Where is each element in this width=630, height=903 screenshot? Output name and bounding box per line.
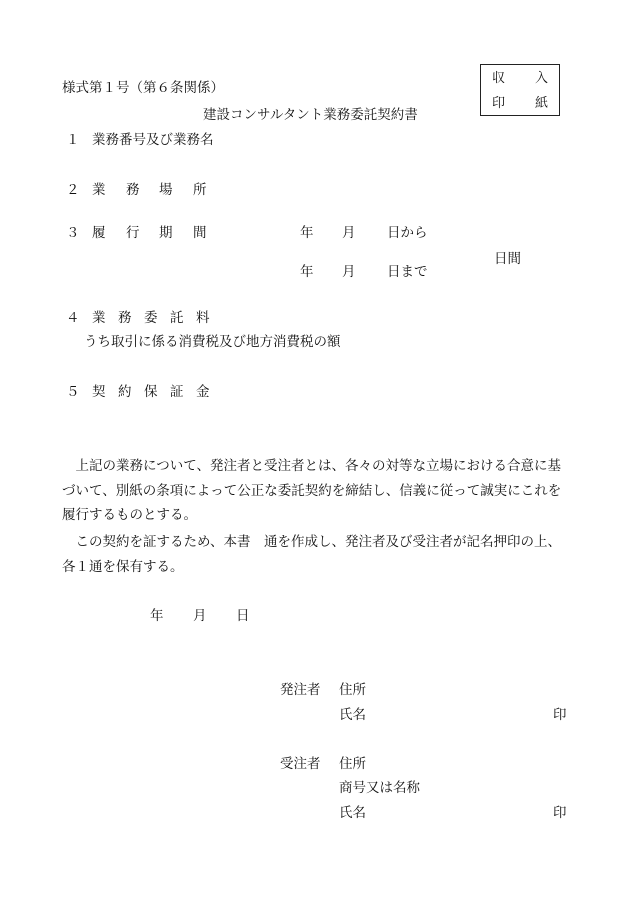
item-2-char: 務 — [126, 182, 140, 198]
item-2-number: ２ — [66, 182, 80, 198]
item-4-char: 委 — [144, 310, 158, 326]
stamp-char-shi: 紙 — [535, 96, 549, 111]
item-4-char: 料 — [196, 310, 210, 326]
end-day-until-label: 日まで — [387, 264, 428, 280]
end-year-label: 年 — [300, 264, 314, 280]
stamp-char-nyu: 入 — [535, 71, 549, 86]
item-2-char: 業 — [92, 182, 106, 198]
item-4-char: 務 — [118, 310, 132, 326]
contractor-seal-mark: 印 — [553, 805, 567, 821]
contractor-address-label: 住所 — [339, 756, 366, 772]
orderer-label: 発注者 — [280, 682, 321, 698]
contract-year-label: 年 — [150, 608, 164, 624]
body-paragraph-2: この契約を証するため、本書 通を作成し、発注者及び受注者が記名押印の上、各１通を保有する。 — [62, 534, 561, 575]
start-month-label: 月 — [342, 225, 356, 241]
start-year-label: 年 — [300, 225, 314, 241]
item-3-char: 間 — [193, 225, 207, 241]
end-month-label: 月 — [342, 264, 356, 280]
orderer-seal-mark: 印 — [553, 707, 567, 723]
contract-day-label: 日 — [236, 608, 250, 624]
document-title: 建設コンサルタント業務委託契約書 — [203, 107, 418, 123]
duration-days-label: 日間 — [494, 251, 521, 267]
item-1-number: １ — [66, 132, 80, 148]
contractor-name-label: 氏名 — [339, 805, 366, 821]
item-1-label: 業務番号及び業務名 — [92, 132, 214, 148]
item-3-char: 行 — [126, 225, 140, 241]
item-4-char: 業 — [92, 310, 106, 326]
item-2-char: 場 — [159, 182, 173, 198]
start-day-from-label: 日から — [387, 225, 428, 241]
revenue-stamp-box — [480, 64, 560, 116]
contractor-label: 受注者 — [280, 756, 321, 772]
item-3-char: 期 — [159, 225, 173, 241]
orderer-name-label: 氏名 — [339, 707, 366, 723]
form-number: 様式第１号（第６条関係） — [62, 80, 224, 96]
item-4-char: 託 — [170, 310, 184, 326]
item-2-char: 所 — [193, 182, 207, 198]
body-paragraph-1: 上記の業務について、発注者と受注者とは、各々の対等な立場における合意に基づいて、別紙の条項によって公正な委託契約を締結し、信義に従って誠実にこれを履行するものとする。 — [62, 458, 562, 523]
item-4-tax-sublabel: うち取引に係る消費税及び地方消費税の額 — [84, 334, 341, 350]
item-3-char: 履 — [92, 225, 106, 241]
item-5-char: 証 — [170, 384, 184, 400]
item-3-number: ３ — [66, 225, 80, 241]
contractor-trade-name-label: 商号又は名称 — [339, 780, 420, 796]
contract-month-label: 月 — [193, 608, 207, 624]
item-5-number: ５ — [66, 384, 80, 400]
item-5-char: 契 — [92, 384, 106, 400]
stamp-char-in: 印 — [492, 96, 506, 111]
item-5-char: 金 — [196, 384, 210, 400]
orderer-address-label: 住所 — [339, 682, 366, 698]
item-5-char: 保 — [144, 384, 158, 400]
item-5-char: 約 — [118, 384, 132, 400]
item-4-number: ４ — [66, 310, 80, 326]
stamp-char-shu: 収 — [492, 71, 506, 86]
